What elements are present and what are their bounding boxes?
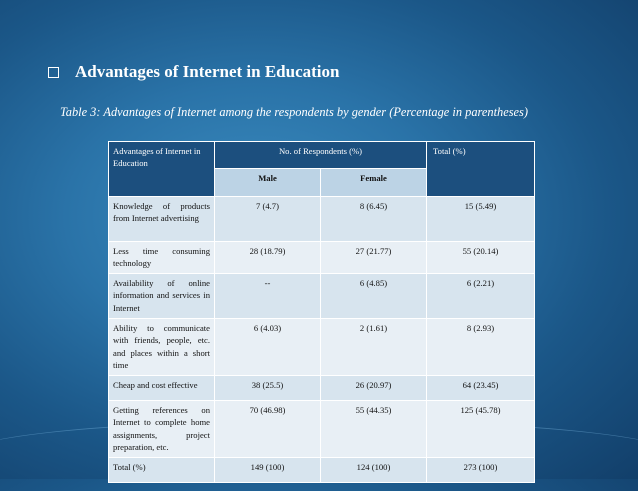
row-label: Less time consuming technology xyxy=(109,242,215,274)
row-male: 28 (18.79) xyxy=(215,242,321,274)
table-row xyxy=(109,273,535,318)
row-male: 149 (100) xyxy=(215,457,321,482)
row-label: Ability to communicate with friends, people, etc. and places within a short time xyxy=(109,318,215,375)
row-total: 64 (23.45) xyxy=(427,375,535,400)
row-female: 55 (44.35) xyxy=(321,400,427,457)
row-female: 8 (6.45) xyxy=(321,197,427,242)
checkbox-bullet-icon xyxy=(48,67,59,78)
row-total: 125 (45.78) xyxy=(427,400,535,457)
row-label: Cheap and cost effective xyxy=(109,375,215,400)
row-male: 70 (46.98) xyxy=(215,400,321,457)
row-male: 38 (25.5) xyxy=(215,375,321,400)
row-total: 6 (2.21) xyxy=(427,273,535,318)
row-label: Availability of online information and services in Internet xyxy=(109,273,215,318)
table-row xyxy=(109,375,535,400)
row-total: 55 (20.14) xyxy=(427,242,535,274)
row-total: 8 (2.93) xyxy=(427,318,535,375)
header-advantages: Advantages of Internet in Education xyxy=(109,142,215,197)
header-total: Total (%) xyxy=(427,142,535,197)
table-row xyxy=(109,242,535,274)
heading-row xyxy=(48,62,339,82)
row-female: 124 (100) xyxy=(321,457,427,482)
header-male: Male xyxy=(215,169,321,197)
row-female: 27 (21.77) xyxy=(321,242,427,274)
header-respondents: No. of Respondents (%) xyxy=(215,142,427,169)
row-total: 15 (5.49) xyxy=(427,197,535,242)
row-label: Total (%) xyxy=(109,457,215,482)
row-female: 6 (4.85) xyxy=(321,273,427,318)
row-male: 6 (4.03) xyxy=(215,318,321,375)
row-male: 7 (4.7) xyxy=(215,197,321,242)
table-caption: Table 3: Advantages of Internet among the respondents by gender (Percentage in parentheses) xyxy=(60,105,528,119)
table-row xyxy=(109,197,535,242)
row-label: Knowledge of products from Internet advertising xyxy=(109,197,215,242)
slide-heading: Advantages of Internet in Education xyxy=(75,62,340,81)
background-wave xyxy=(0,0,638,51)
header-female: Female xyxy=(321,169,427,197)
row-label: Getting references on Internet to complete home assignments, project preparation, etc. xyxy=(109,400,215,457)
row-total: 273 (100) xyxy=(427,457,535,482)
row-male: -- xyxy=(215,273,321,318)
row-female: 26 (20.97) xyxy=(321,375,427,400)
advantages-table xyxy=(108,141,535,483)
row-female: 2 (1.61) xyxy=(321,318,427,375)
table-row xyxy=(109,400,535,457)
table-row xyxy=(109,318,535,375)
